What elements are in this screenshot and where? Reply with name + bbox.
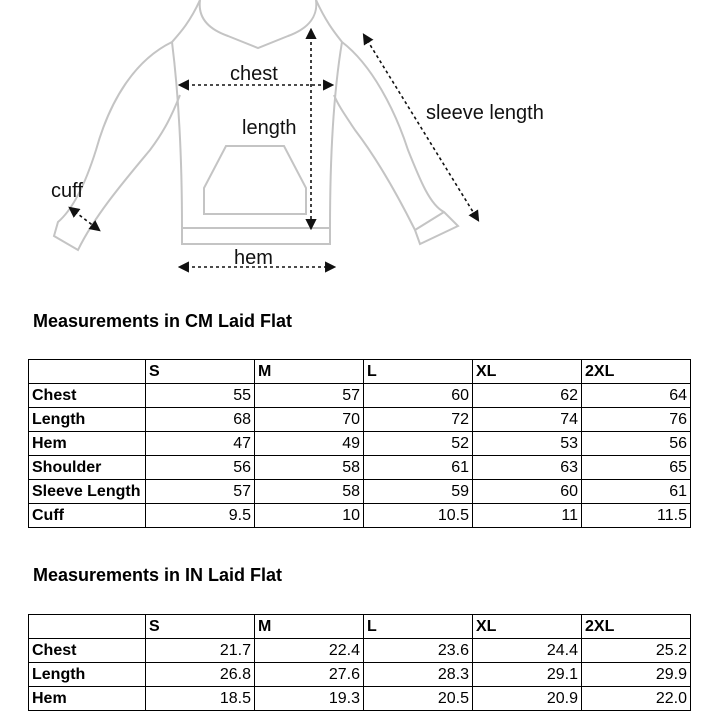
table-cell: 26.8 [146,663,255,687]
table-cell: 20.5 [364,687,473,711]
row-label: Length [29,408,146,432]
table-cell: 11 [473,504,582,528]
cuff-label: cuff [51,180,83,202]
row-label: Sleeve Length [29,480,146,504]
table-cell: 62 [473,384,582,408]
size-header: 2XL [582,360,691,384]
size-header: L [364,615,473,639]
table-header-row [29,615,691,639]
table-cell: 74 [473,408,582,432]
table-cell: 21.7 [146,639,255,663]
table-row [29,687,691,711]
table-cell: 27.6 [255,663,364,687]
kangaroo-pocket [204,146,306,214]
table-cell: 11.5 [582,504,691,528]
table-cell: 63 [473,456,582,480]
row-label: Chest [29,384,146,408]
table-row [29,663,691,687]
chest-label: chest [230,63,278,85]
size-header: XL [473,615,582,639]
table-cell: 22.0 [582,687,691,711]
size-header: S [146,615,255,639]
table-cell: 61 [364,456,473,480]
size-header: L [364,360,473,384]
table-row [29,384,691,408]
table-cell: 76 [582,408,691,432]
row-label: Hem [29,432,146,456]
header-empty-cell [29,615,146,639]
table-cell: 65 [582,456,691,480]
size-header: M [255,360,364,384]
right-cuff [415,212,444,230]
cm-size-table [28,359,691,528]
hoodie-measurement-diagram [0,0,720,290]
table-cell: 68 [146,408,255,432]
in-size-table [28,614,691,711]
table-cell: 72 [364,408,473,432]
table-row [29,639,691,663]
table-row [29,456,691,480]
table-header-row [29,360,691,384]
table-cell: 70 [255,408,364,432]
table-cell: 19.3 [255,687,364,711]
table-cell: 22.4 [255,639,364,663]
table-cell: 60 [364,384,473,408]
row-label: Hem [29,687,146,711]
size-header: XL [473,360,582,384]
table-cell: 23.6 [364,639,473,663]
cuff-arrow [70,208,99,230]
hem-label: hem [234,247,273,269]
table-cell: 10 [255,504,364,528]
table-row [29,480,691,504]
size-header: S [146,360,255,384]
table-cell: 55 [146,384,255,408]
table-cell: 57 [255,384,364,408]
size-header: M [255,615,364,639]
row-label: Chest [29,639,146,663]
table-cell: 58 [255,480,364,504]
table-row [29,408,691,432]
table-row [29,504,691,528]
table-cell: 24.4 [473,639,582,663]
row-label: Cuff [29,504,146,528]
length-label: length [242,117,297,139]
table-cell: 57 [146,480,255,504]
table-cell: 59 [364,480,473,504]
table-cell: 20.9 [473,687,582,711]
table-cell: 61 [582,480,691,504]
table-cell: 52 [364,432,473,456]
table-cell: 9.5 [146,504,255,528]
table-cell: 28.3 [364,663,473,687]
table-cell: 25.2 [582,639,691,663]
table-cell: 49 [255,432,364,456]
table-cell: 60 [473,480,582,504]
table-cell: 58 [255,456,364,480]
table-cell: 56 [146,456,255,480]
row-label: Shoulder [29,456,146,480]
table-cell: 10.5 [364,504,473,528]
cm-table-title: Measurements in CM Laid Flat [33,311,293,331]
hood-shape [200,0,317,48]
left-sleeve [54,42,180,250]
table-cell: 53 [473,432,582,456]
table-cell: 56 [582,432,691,456]
table-cell: 29.9 [582,663,691,687]
header-empty-cell [29,360,146,384]
table-cell: 47 [146,432,255,456]
row-label: Length [29,663,146,687]
sleeve-length-label: sleeve length [426,102,544,124]
hem-band [182,228,330,244]
table-row [29,432,691,456]
table-cell: 64 [582,384,691,408]
table-cell: 18.5 [146,687,255,711]
size-header: 2XL [582,615,691,639]
sleeve-length-arrow [364,35,478,220]
in-table-title: Measurements in IN Laid Flat [33,565,283,585]
table-cell: 29.1 [473,663,582,687]
